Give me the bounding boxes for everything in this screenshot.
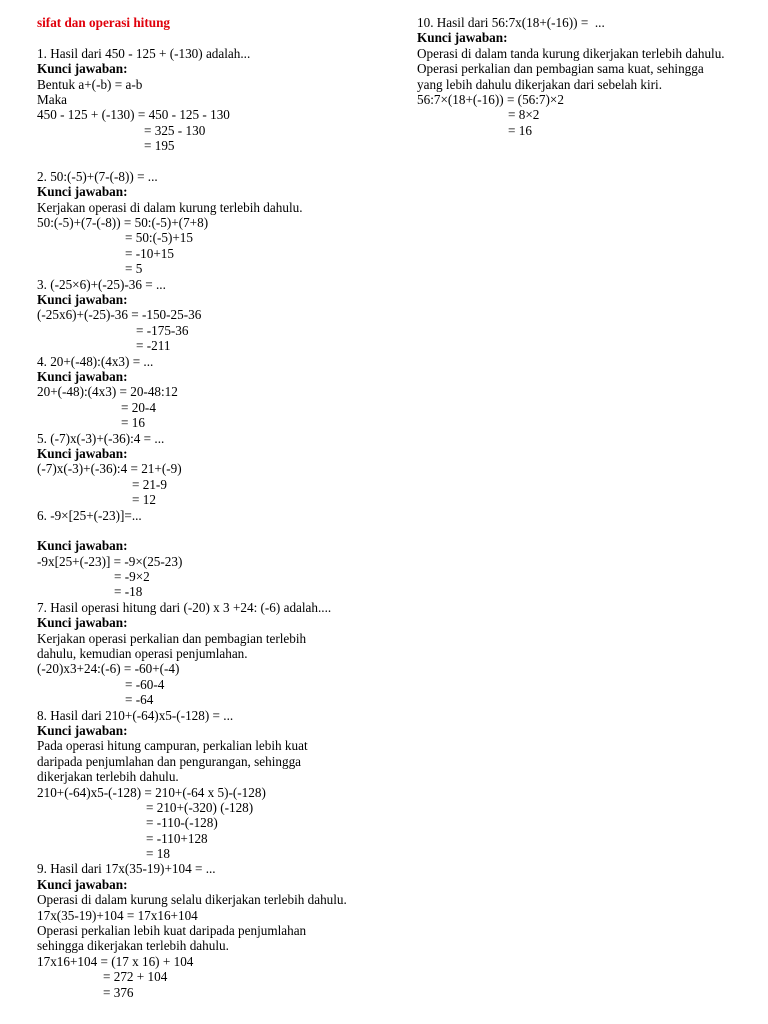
question-line: 3. (-25×6)+(-25)-36 = ...: [37, 276, 166, 292]
answer-key-label: Kunci jawaban:: [37, 368, 128, 384]
text-line: 17x(35-19)+104 = 17x16+104: [37, 907, 198, 923]
calculation-step: = 16: [508, 122, 532, 138]
text-line: dikerjakan terlebih dahulu.: [37, 769, 179, 785]
question-line: 5. (-7)x(-3)+(-36):4 = ...: [37, 430, 165, 446]
left-lines: [37, 46, 397, 1000]
text-line: 450 - 125 + (-130) = 450 - 125 - 130: [37, 107, 230, 123]
calculation-step: = -18: [114, 584, 143, 600]
text-line: Maka: [37, 91, 68, 107]
text-line: -9x[25+(-23)] = -9×(25-23): [37, 553, 183, 569]
calculation-step: = -10+15: [125, 245, 174, 261]
calculation-step: = -64: [125, 692, 154, 708]
calculation-step: = 50:(-5)+15: [125, 230, 193, 246]
spacer: [37, 30, 397, 45]
text-line: Operasi perkalian dan pembagian sama kuat, sehingga: [417, 61, 704, 77]
text-line: sehingga dikerjakan terlebih dahulu.: [37, 938, 229, 954]
calculation-step: = 195: [144, 138, 175, 154]
text-line: (-20)x3+24:(-6) = -60+(-4): [37, 661, 180, 677]
text-line: daripada penjumlahan dan pengurangan, sehingga: [37, 753, 302, 769]
calculation-step: = 8×2: [508, 107, 540, 123]
question-line: 1. Hasil dari 450 - 125 + (-130) adalah...: [37, 45, 251, 61]
document-title: sifat dan operasi hitung: [37, 15, 171, 30]
text-line: 17x16+104 = (17 x 16) + 104: [37, 953, 194, 969]
text-line: Bentuk a+(-b) = a-b: [37, 76, 143, 92]
calculation-step: = -9×2: [114, 569, 150, 585]
text-line: Kerjakan operasi di dalam kurung terlebih dahulu.: [37, 199, 303, 215]
calculation-step: = 21-9: [132, 476, 167, 492]
calculation-step: = 16: [121, 415, 145, 431]
answer-key-label: Kunci jawaban:: [417, 30, 508, 46]
text-line: Pada operasi hitung campuran, perkalian lebih kuat: [37, 738, 308, 754]
text-line: Operasi di dalam tanda kurung dikerjakan terlebih dahulu.: [417, 45, 725, 61]
calculation-step: = 210+(-320) (-128): [146, 799, 254, 815]
answer-key-label: Kunci jawaban:: [37, 538, 128, 554]
calculation-step: = -175-36: [136, 322, 189, 338]
blank-line: [37, 154, 397, 169]
text-line: 50:(-5)+(7-(-8)) = 50:(-5)+(7+8): [37, 215, 209, 231]
answer-key-label: Kunci jawaban:: [37, 61, 128, 77]
text-line: Kerjakan operasi perkalian dan pembagian terlebih: [37, 630, 307, 646]
calculation-step: = -211: [136, 338, 171, 354]
question-line: 10. Hasil dari 56:7x(18+(-16)) = ...: [417, 15, 605, 30]
calculation-step: = 272 + 104: [103, 969, 168, 985]
answer-key-label: Kunci jawaban:: [37, 722, 128, 738]
calculation-step: = -110+128: [146, 830, 208, 846]
right-column: [417, 15, 757, 138]
calculation-step: = 18: [146, 846, 170, 862]
answer-key-label: Kunci jawaban:: [37, 292, 128, 308]
calculation-step: = 5: [125, 261, 143, 277]
blank-line: [37, 523, 397, 538]
text-line: Operasi di dalam kurung selalu dikerjakan terlebih dahulu.: [37, 892, 347, 908]
text-line: 20+(-48):(4x3) = 20-48:12: [37, 384, 178, 400]
text-line: (-25x6)+(-25)-36 = -150-25-36: [37, 307, 202, 323]
question-line: 8. Hasil dari 210+(-64)x5-(-128) = ...: [37, 707, 234, 723]
question-line: 2. 50:(-5)+(7-(-8)) = ...: [37, 168, 158, 184]
calculation-step: = 325 - 130: [144, 122, 206, 138]
calculation-step: = -60-4: [125, 676, 165, 692]
left-column: [37, 15, 397, 1000]
question-line: 6. -9×[25+(-23)]=...: [37, 507, 142, 523]
right-lines: [417, 15, 757, 138]
question-line: 4. 20+(-48):(4x3) = ...: [37, 353, 154, 369]
text-line: yang lebih dahulu dikerjakan dari sebelah kiri.: [417, 76, 662, 92]
answer-key-label: Kunci jawaban:: [37, 876, 128, 892]
calculation-step: = 12: [132, 492, 156, 508]
text-line: 210+(-64)x5-(-128) = 210+(-64 x 5)-(-128): [37, 784, 266, 800]
calculation-step: = 376: [103, 984, 134, 1000]
question-line: 7. Hasil operasi hitung dari (-20) x 3 +24: (-6) adalah....: [37, 599, 332, 615]
calculation-step: = -110-(-128): [146, 815, 218, 831]
answer-key-label: Kunci jawaban:: [37, 615, 128, 631]
calculation-step: = 20-4: [121, 399, 156, 415]
question-line: 9. Hasil dari 17x(35-19)+104 = ...: [37, 861, 216, 877]
text-line: 56:7×(18+(-16)) = (56:7)×2: [417, 91, 564, 107]
text-line: (-7)x(-3)+(-36):4 = 21+(-9): [37, 461, 182, 477]
text-line: dahulu, kemudian operasi penjumlahan.: [37, 646, 248, 662]
text-line: Operasi perkalian lebih kuat daripada penjumlahan: [37, 923, 307, 939]
answer-key-label: Kunci jawaban:: [37, 184, 128, 200]
answer-key-label: Kunci jawaban:: [37, 445, 128, 461]
